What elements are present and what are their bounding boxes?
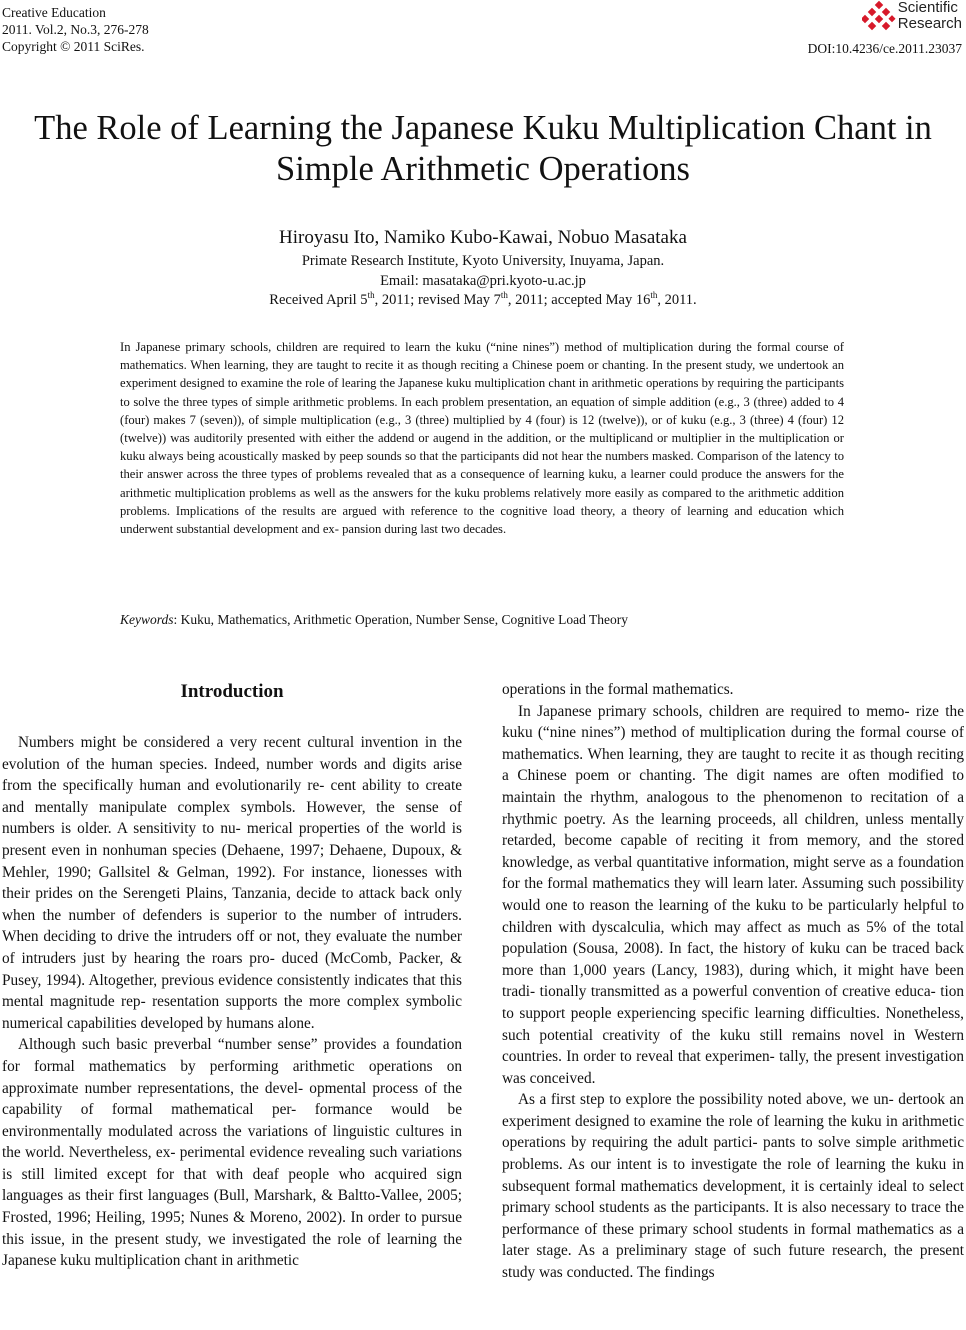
left-column — [2, 732, 462, 1272]
authors: Hiroyasu Ito, Namiko Kubo-Kawai, Nobuo Masataka — [279, 227, 687, 248]
volume-info: 2011. Vol.2, No.3, 276-278 — [2, 22, 149, 37]
publisher-name-line2: Research — [897, 15, 962, 32]
copyright-line: Copyright © 2011 SciRes. — [2, 39, 145, 54]
affiliation: Primate Research Institute, Kyoto University, Inuyama, Japan. — [301, 253, 665, 269]
publisher-name-line1: Scientific — [897, 0, 958, 16]
paragraph: In Japanese primary schools, children are required to memo- rize the kuku (“nine nines”) method of multiplication during the formal course of mathematics. When learning, they are taught to recite it as though reciting a Chinese poem or chanting. The digit names are often modified to maintain the rhythm, analogous to the phenomenon to recitation of a rhythmic poetry. As the learning proceeds, all children, unless mentally retarded, become capable of reciting it from memory, and the stored knowledge, as verbal quantitative information, might serve as a foundation for the formal mathematics they will learn later. Assuming such possibility would one to reason the learning of the kuku to be particularly helpful to children with dyscalculia, which may affect as much as 5% of the total population (Sousa, 2008). In fact, the history of kuku can be traced back more than 1,000 years (Lancy, 1983), during which, it might have been tradi- tionally transmitted as a powerful convention of creative educa- tion to support people experiencing specific learning difficulties. Nonetheless, such potential creativity of the kuku still remains novel in Western countries. In order to reveal that experimen- tally, the present investigation was conceived. — [502, 702, 964, 1087]
paper-title — [0, 108, 966, 190]
journal-header — [2, 4, 149, 55]
doi: DOI:10.4236/ce.2011.23037 — [807, 41, 962, 56]
email: Email: masataka@pri.kyoto-u.ac.jp — [380, 272, 586, 289]
keywords-label: Keywords — [120, 612, 174, 627]
publisher-logo — [862, 0, 962, 32]
paragraph: As a first step to explore the possibility noted above, we un- dertook an experiment designed to examine the role of learning the kuku in arithmetic operations by requiring the adult partici- pants to solve simple arithmetic problems. As our intent is to investigate the role of learning the kuku in subsequent formal mathematics development, it is certainly ideal to select primary school students as the participants. It is also necessary to trace the performance of these primary school students in formal mathematics as a later stage. As a preliminary stage of such future research, the present study was conducted. The findings — [502, 1091, 964, 1282]
keywords — [120, 612, 628, 628]
paragraph: operations in the formal mathematics. — [502, 681, 734, 698]
title-line-2: Simple Arithmetic Operations — [276, 150, 690, 188]
right-column — [502, 679, 964, 1284]
keywords-list: : Kuku, Mathematics, Arithmetic Operation, Number Sense, Cognitive Load Theory — [173, 612, 629, 627]
title-line-1: The Role of Learning the Japanese Kuku Multiplication Chant in — [34, 109, 932, 147]
section-heading-introduction: Introduction — [180, 681, 284, 702]
paragraph: Numbers might be considered a very recent cultural invention in the evolution of the human species. Indeed, number words and digits arise from the specifically human and evolutionarily re- cent ability to create and mentally manipulate complex symbols. However, the sense of numbers is older. A sensitivity to nu- merical properties of the world is present even in nonhuman species (Dehaene, 1997; Dehaene, Dupoux, & Mehler, 1990; Gallsitel & Gelman, 1992). For instance, lionesses with their prides on the Serengeti Plains, Tanzania, decide to attack back only when the number of defenders is superior to the number of intruders. When deciding to drive the intruders off or not, they evaluate the number of intruders just by hearing the roars pro- duced (McComb, Packer, & Pusey, 1994). Altogether, previous evidence consistently indicates that this mental magnitude rep- resentation supports the more complex symbolic numerical capabilities developed by humans alone. — [2, 734, 462, 1032]
journal-name: Creative Education — [2, 5, 106, 20]
abstract: In Japanese primary schools, children are required to learn the kuku (“nine nines”) method of multiplication during the formal course of mathematics. When learning, they are taught to recite it as though reciting a Chinese poem or chanting. In the present study, we undertook an experiment designed to examine the role of learing the Japanese kuku multiplication chant in arithmetic operations by requiring the participants to solve the three types of simple arithmetic problems. In each problem presentation, an equation of simple addition (e.g., 3 (three) added to 4 (four) makes 7 (seven)), of simple multiplication (e.g., 3 (three) multiplied by 4 (four) is 12 (twelve)), or of kuku (e.g., 3 (three) 4 (four) 12 (twelve)) was auditorily presented with either the addend or augend in the addition, or the multiplicand or multiplier in the multiplication or kuku always being acoustically masked by peep sounds so that the participants did not hear the numbers masked. Comparison of the latency to their answer across the three types of problems revealed that as a consequence of learning kuku, a learner could produce the answers for the arithmetic multiplication problems as well as the answers for the kuku problems relatively more easily as compared to the arithmetic addition problems. Implications of the results are argued with reference to the cognitive load theory, a theory of learning and education which underwent substantial development and ex- pansion during last two decades. — [120, 340, 844, 537]
author-info — [0, 252, 966, 311]
scientific-research-logo-icon — [862, 0, 896, 32]
paragraph: Although such basic preverbal “number sense” provides a foundation for formal mathematics by performing arithmetic operations on approximate number representations, the devel- opmental process of the capability of formal mathematical per- formance would be environmentally modulated across the variations of linguistic cultures in the world. Nevertheless, ex- perimental evidence revealing such variations is still limited except for that with deaf people who acquired sign languages as their first languages (Bull, Marshark, & Baltto-Vallee, 2005; Frosted, 1996; Heiling, 1995; Nunes & Moreno, 2002). In order to pursue this issue, in the present study, we investigated the role of learning the Japanese kuku multiplication chant in arithmetic — [2, 1036, 462, 1270]
received-dates: Received April 5th, 2011; revised May 7th, 2011; accepted May 16th, 2011. — [269, 290, 697, 308]
